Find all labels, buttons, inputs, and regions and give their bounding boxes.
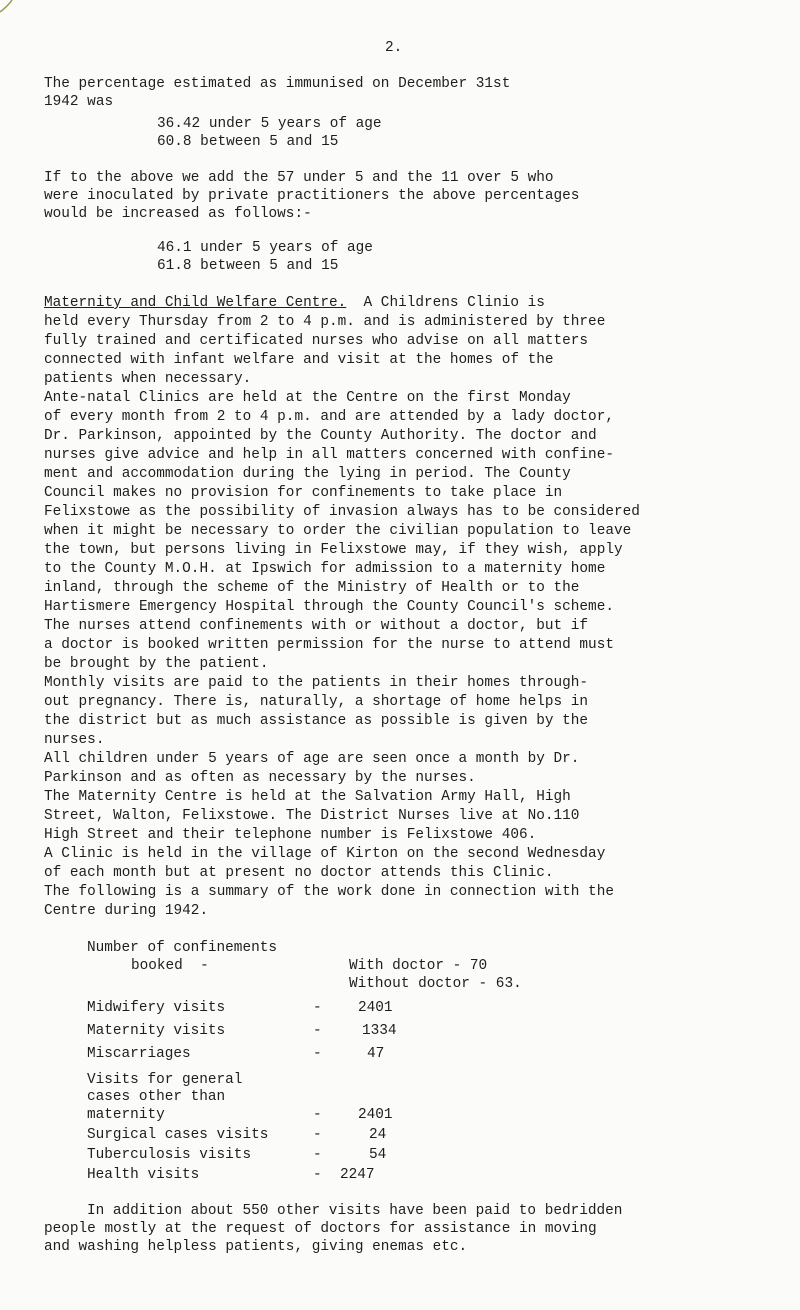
paragraph-line: Parkinson and as often as necessary by the nurses. [44, 770, 476, 786]
paragraph-line: The Maternity Centre is held at the Salvation Army Hall, High [44, 789, 571, 805]
paragraph-line: Felixstowe as the possibility of invasion always has to be considered [44, 504, 640, 520]
private-line: If to the above we add the 57 under 5 and the 11 over 5 who [44, 170, 554, 186]
maternity-first-line [44, 295, 545, 312]
paragraph-line: The nurses attend confinements with or without a doctor, but if [44, 618, 589, 634]
page-number: 2. [385, 40, 403, 56]
general-cases-label: Visits for general [87, 1072, 243, 1088]
page-corner-mark [0, 0, 30, 30]
paragraph-line: The following is a summary of the work done in connection with the [44, 884, 614, 900]
summary-row-value: 47 [367, 1046, 385, 1062]
paragraph-line: fully trained and certificated nurses who advise on all matters [44, 333, 589, 349]
maternity-first-line-rest: A Childrens Clinio is [346, 295, 545, 311]
summary-row-label: Tuberculosis visits [87, 1147, 252, 1163]
paragraph-line: High Street and their telephone number is Felixstowe 406. [44, 827, 537, 843]
summary-row-value: 2401 [358, 1107, 393, 1123]
paragraph-line: of every month from 2 to 4 p.m. and are attended by a lady doctor, [44, 409, 614, 425]
intro-line: 1942 was [44, 94, 114, 110]
summary-row-label: Miscarriages [87, 1046, 191, 1062]
intro-stat: 36.42 under 5 years of age [157, 116, 382, 132]
paragraph-line: ment and accommodation during the lying in period. The County [44, 466, 571, 482]
maternity-heading: Maternity and Child Welfare Centre. [44, 295, 347, 311]
summary-row-label: Midwifery visits [87, 1000, 226, 1016]
paragraph-line: nurses. [44, 732, 105, 748]
summary-row-dash: - [313, 1127, 322, 1143]
summary-row-dash: - [313, 1147, 322, 1163]
summary-row-label: Maternity visits [87, 1023, 226, 1039]
confinements-label: Number of confinements [87, 940, 277, 956]
closing-line: and washing helpless patients, giving enemas etc. [44, 1239, 468, 1255]
paragraph-line: Street, Walton, Felixstowe. The District Nurses live at No.110 [44, 808, 580, 824]
paragraph-line: the district but as much assistance as possible is given by the [44, 713, 589, 729]
private-stat: 61.8 between 5 and 15 [157, 258, 339, 274]
paragraph-line: Dr. Parkinson, appointed by the County Authority. The doctor and [44, 428, 597, 444]
paragraph-line: patients when necessary. [44, 371, 252, 387]
summary-row-label: Surgical cases visits [87, 1127, 269, 1143]
without-doctor-count: Without doctor - 63. [349, 976, 522, 992]
paragraph-line: to the County M.O.H. at Ipswich for admission to a maternity home [44, 561, 606, 577]
paragraph-line: Council makes no provision for confinements to take place in [44, 485, 563, 501]
paragraph-line: Hartismere Emergency Hospital through the County Council's scheme. [44, 599, 614, 615]
paragraph-line: Ante-natal Clinics are held at the Centre on the first Monday [44, 390, 571, 406]
paragraph-line: the town, but persons living in Felixstowe may, if they wish, apply [44, 542, 623, 558]
paragraph-line: Monthly visits are paid to the patients in their homes through- [44, 675, 589, 691]
paragraph-line: connected with infant welfare and visit at the homes of the [44, 352, 554, 368]
private-line: were inoculated by private practitioners the above percentages [44, 188, 580, 204]
intro-stat: 60.8 between 5 and 15 [157, 134, 339, 150]
general-cases-label: cases other than [87, 1089, 226, 1105]
summary-row-value: 54 [369, 1147, 387, 1163]
paragraph-line: All children under 5 years of age are seen once a month by Dr. [44, 751, 580, 767]
paragraph-line: of each month but at present no doctor attends this Clinic. [44, 865, 554, 881]
paragraph-line: inland, through the scheme of the Ministry of Health or to the [44, 580, 580, 596]
paragraph-line: held every Thursday from 2 to 4 p.m. and is administered by three [44, 314, 606, 330]
paragraph-line: a doctor is booked written permission for the nurse to attend must [44, 637, 614, 653]
summary-row-label: Health visits [87, 1167, 200, 1183]
paragraph-line: be brought by the patient. [44, 656, 269, 672]
summary-row-dash: - [313, 1107, 322, 1123]
summary-row-value: 2247 [340, 1167, 375, 1183]
summary-row-dash: - [313, 1000, 322, 1016]
summary-row-value: 1334 [362, 1023, 397, 1039]
summary-row-dash: - [313, 1023, 322, 1039]
with-doctor-count: With doctor - 70 [349, 958, 488, 974]
paragraph-line: out pregnancy. There is, naturally, a shortage of home helps in [44, 694, 589, 710]
paragraph-line: Centre during 1942. [44, 903, 209, 919]
private-line: would be increased as follows:- [44, 206, 312, 222]
summary-row-value: 24 [369, 1127, 387, 1143]
summary-row-dash: - [313, 1167, 322, 1183]
private-stat: 46.1 under 5 years of age [157, 240, 373, 256]
closing-line: people mostly at the request of doctors for assistance in moving [44, 1221, 597, 1237]
summary-row-dash: - [313, 1046, 322, 1062]
closing-line: In addition about 550 other visits have been paid to bedridden [87, 1203, 623, 1219]
general-cases-label: maternity [87, 1107, 165, 1123]
intro-line: The percentage estimated as immunised on December 31st [44, 76, 511, 92]
paragraph-line: when it might be necessary to order the civilian population to leave [44, 523, 632, 539]
paragraph-line: A Clinic is held in the village of Kirton on the second Wednesday [44, 846, 606, 862]
paragraph-line: nurses give advice and help in all matters concerned with confine- [44, 447, 614, 463]
summary-row-value: 2401 [358, 1000, 393, 1016]
confinements-label: booked - [131, 958, 209, 974]
